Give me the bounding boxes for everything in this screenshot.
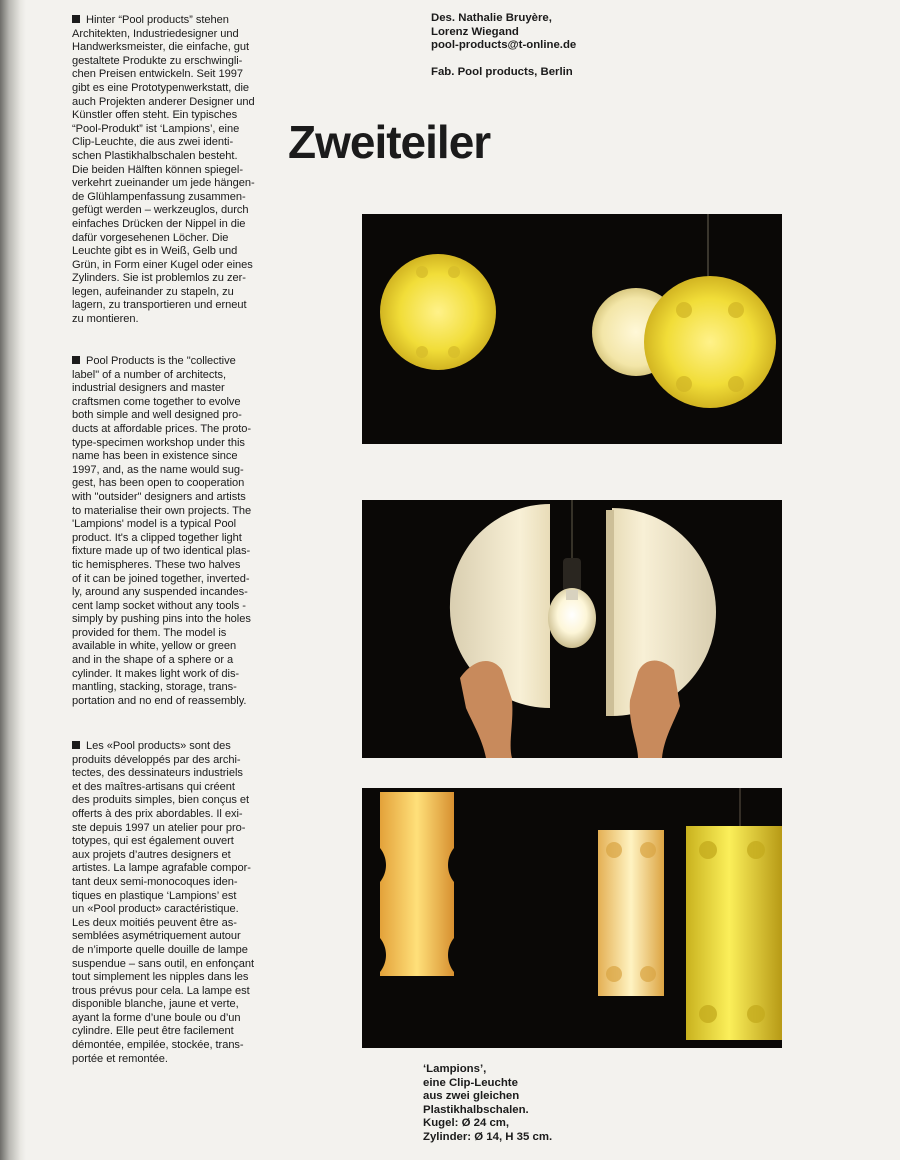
square-bullet-icon [72,741,80,749]
french-paragraph: Les «Pool products» sont des produits développés par des archi- tectes, des dessinateurs industriels et des maîtres-artisans qui créent des produits simples, bien conçus et offerts à des prix abordables. Il exi- ste depuis 1997 un atelier pour pro- totypes, qui est également ouvert aux projets d’autres designers et artistes. La lampe agrafable compor- tant deux semi-monocoques iden- tiques en plastique ‘Lampions’ est un «Pool product» caractéristique. Les deux moitiés peuvent être as- semblées asymétriquement autour de n’importe quelle douille de lampe suspendue – sans outil, en enfonçant tout simplement les nipples dans les trous prévus pour cela. La lampe est disponible blanche, jaune et verte, ayant la forme d’une boule ou d’un cylindre. Elle peut être facilement démontée, empilée, stockée, trans- portée et remontée. [72,740,255,1065]
square-bullet-icon [72,356,80,364]
photo-open-hemispheres [362,500,782,758]
photo-cylinder-lamps [362,788,782,1048]
credits-block [431,12,576,79]
text-column-english [72,355,290,708]
manufacturer-line: Fab. Pool products, Berlin [431,65,573,78]
designers-line-2: Lorenz Wiegand [431,25,519,38]
text-column-german [72,14,290,327]
caption-line-3: aus zwei gleichen [423,1090,520,1103]
contact-email: pool-products@t-online.de [431,39,577,52]
square-bullet-icon [72,15,80,23]
text-column-french [72,740,290,1066]
caption-line-2: eine Clip-Leuchte [423,1076,518,1089]
caption-line-6: Zylinder: Ø 14, H 35 cm. [423,1130,553,1143]
caption-line-5: Kugel: Ø 24 cm, [423,1117,510,1130]
designers-line-1: Des. Nathalie Bruyère, [431,12,552,24]
caption-line-1: ‘Lampions’, [423,1063,487,1075]
caption-line-4: Plastikhalbschalen. [423,1103,529,1116]
page-binding-shadow [0,0,26,1160]
english-paragraph: Pool Products is the "collective label" of a number of architects, industrial designers and master craftsmen come together to evolve both simple and well designed pro- ducts at affordable prices. The proto- type-specimen workshop under this name has been in existence since 1997, and, as the name would sug- gest, has been open to cooperation with "outsider" designers and artists to materialise their own projects. The 'Lampions' model is a typical Pool product. It's a clipped together light fixture made up of two identical plas- tic hemispheres. These two halves of it can be joined together, inverted- ly, around any suspended incandes- cent lamp socket without any tools - simply by pushing pins into the holes provided for them. The model is available in white, yellow or green and in the shape of a sphere or a cylinder. It makes light work of dis- mantling, stacking, storage, trans- portation and no end of reassembly. [72,355,252,707]
article-title: Zweiteiler [288,116,491,168]
photo-sphere-lamps [362,214,782,444]
photo-caption [423,1063,552,1145]
german-paragraph: Hinter “Pool products” stehen Architekten, Industriedesigner und Handwerksmeister, die einfache, gut gestaltete Produkte zu erschwingli- chen Preisen entwickeln. Seit 1997 gibt es eine Prototypenwerkstatt, die auch Projekten anderer Designer und Künstler offen steht. Ein typisches “Pool-Produkt” ist ‘Lampions’, eine Clip-Leuchte, die aus zwei identi- schen Plastikhalbschalen besteht. Die beiden Hälften können spiegel- verkehrt zueinander um jede hängen- de Glühlampenfassung zusammen- gefügt werden – werkzeuglos, durch einfaches Drücken der Nippel in die dafür vorgesehenen Löcher. Die Leuchte gibt es in Weiß, Gelb und Grün, in Form einer Kugel oder eines Zylinders. Sie ist problemlos zu zer- legen, aufeinander zu stapeln, zu lagern, zu transportieren und erneut zu montieren. [72,14,255,326]
